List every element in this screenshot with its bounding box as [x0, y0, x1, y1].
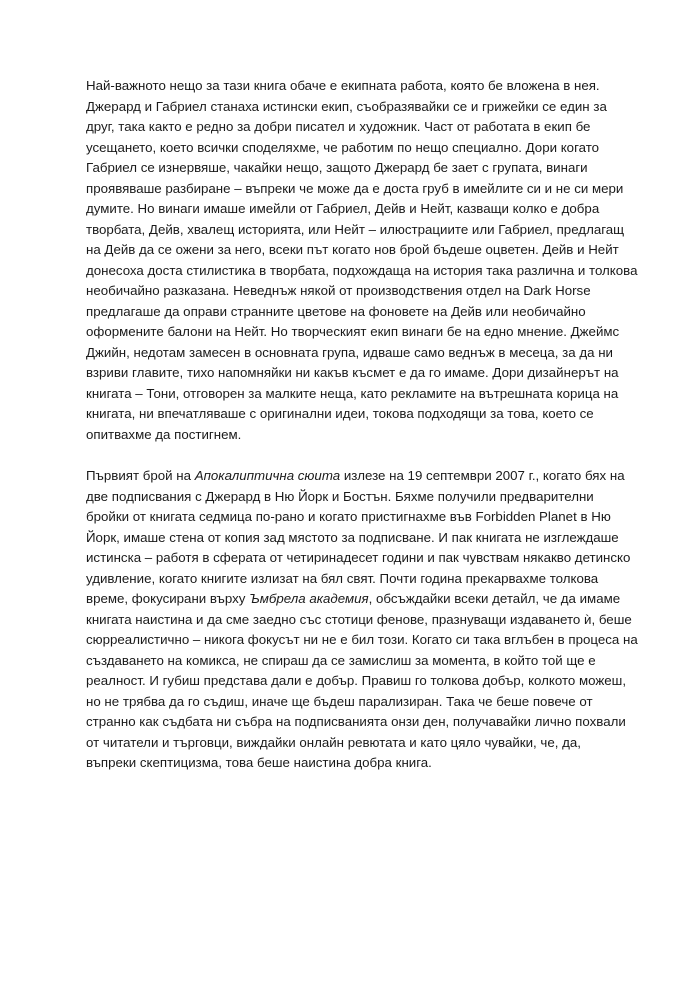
text-segment: Джийн, недотам замесен в основната група, идваше само веднъж в месеца, за да ни: [86, 344, 613, 360]
text-line: [86, 692, 628, 713]
text-segment: две подписвания с Джерард в Ню Йорк и Бостън. Бяхме получили предварителни: [86, 488, 594, 504]
text-segment: проявяваше разбиране – въпреки че може да е доста груб в имейлите си и не си мери: [86, 180, 624, 196]
text-segment: сюрреалистично – никога фокусът ни не е бил този. Когато си така вглъбен в процеса на: [86, 632, 638, 647]
text-line: [86, 97, 628, 118]
text-line: [86, 569, 628, 590]
text-segment: бройки от книгата седмица по-рано и когато пристигнахме във Forbidden Planet в Ню: [86, 509, 611, 524]
text-segment: реалност. И губиш представа дали е добър. Правиш го толкова добър, колкото можеш,: [86, 673, 627, 688]
text-segment: взриви главите, тихо напомняйки ни какъв късмет е да го имаме. Дори дизайнерът на: [86, 365, 619, 380]
text-segment: създаването на комикса, не спираш да се замислиш за момента, в който той ще е: [86, 652, 596, 668]
text-line: [86, 589, 628, 610]
text-segment: от читатели и търговци, виждайки онлайн ревютата и като цяло чувайки, че, да,: [86, 734, 581, 750]
text-line: [86, 753, 628, 774]
text-segment: Първият брой на: [86, 468, 195, 483]
text-line: [86, 487, 628, 508]
text-segment: книгата, ни впечатляваше с оригинални идеи, токова подходящи за това, което се: [86, 406, 594, 421]
text-line: [86, 507, 628, 528]
text-line: [86, 528, 628, 549]
text-segment: книгата наистина и да сме заедно със стотици фенове, празнуващи издаването ѝ, беше: [86, 611, 632, 627]
paragraph: [86, 466, 638, 774]
text-segment: необичайно разказана. Неведнъж някой от производствения отдел на Dark Horse: [86, 283, 591, 298]
text-line: [86, 199, 628, 220]
text-line: [86, 220, 628, 241]
text-line: [86, 261, 638, 282]
text-line: [86, 302, 628, 323]
text-line: [86, 425, 628, 446]
text-line: [86, 712, 628, 733]
text-segment: на Дейв да се ожени за него, всеки път когато нов брой бъдеше оцветен. Дейв и Нейт: [86, 242, 619, 257]
text-segment: опитвахме да постигнем.: [86, 426, 242, 442]
text-line: [86, 138, 628, 159]
text-segment: въпреки скептицизма, това беше наистина добра книга.: [86, 755, 432, 770]
text-segment: творбата, Дейв, хвалещ историята, или Нейт – илюстрациите или Габриел, предлагащ: [86, 221, 625, 237]
text-line: [86, 363, 628, 384]
text-line: [86, 733, 628, 754]
text-segment: Габриел се изнервяше, чакайки нещо, защото Джерард бе зает с групата, винаги: [86, 160, 588, 175]
document-body: [86, 76, 638, 795]
text-segment: Джерард и Габриел станаха истински екип, съобразявайки се и грижейки се един за: [86, 98, 607, 114]
text-line: [86, 671, 628, 692]
text-line: [86, 179, 628, 200]
text-segment: донесоха доста стилистика в творбата, подхождаща на история така различна и толкова: [86, 262, 638, 278]
text-segment: истинска – работя в сферата от четиринадесет години и пак чувствам някакво детинско: [86, 550, 631, 565]
text-line: [86, 322, 628, 343]
text-line: [86, 117, 628, 138]
text-segment: странно как съдбата ни събра на подписванията онзи ден, получавайки лично похвали: [86, 714, 626, 729]
text-segment: Най-важното нещо за тази книга обаче е екипната работа, която бе вложена в нея.: [86, 78, 600, 93]
text-line: [86, 343, 628, 364]
paragraph: [86, 76, 638, 445]
italic-title: Ъмбрела академия: [249, 591, 369, 606]
text-line: [86, 630, 638, 651]
text-segment: оформените балони на Нейт. Но творческият екип винаги бе на едно мнение. Джеймс: [86, 324, 620, 339]
text-segment: но не трябва да го съдиш, иначе ще бъдеш парализиран. Така че беше повече от: [86, 693, 593, 709]
text-line: [86, 240, 628, 261]
text-line: [86, 384, 628, 405]
text-segment: , обсъждайки всеки детайл, че да имаме: [368, 591, 621, 606]
text-segment: предлагаше да оправи странните цветове на фоновете на Дейв или необичайно: [86, 303, 586, 319]
text-segment: удивление, когато книгите излизат на бял свят. Почти година прекарвахме толкова: [86, 570, 599, 586]
text-segment: друг, така както е редно за добри писател и художник. Част от работата в екип бе: [86, 119, 591, 134]
text-line: [86, 76, 628, 97]
text-line: [86, 466, 628, 487]
text-segment: думите. Но винаги имаше имейли от Габриел, Дейв и Нейт, казващи колко е добра: [86, 201, 600, 216]
text-segment: време, фокусирани върху: [86, 591, 250, 606]
text-line: [86, 651, 628, 672]
text-segment: излезе на 19 септември 2007 г., когато бях на: [340, 468, 625, 483]
text-line: [86, 158, 628, 179]
italic-title: Апокалиптична сюита: [194, 468, 341, 483]
text-line: [86, 610, 632, 631]
text-line: [86, 404, 628, 425]
text-segment: Йорк, имаше стена от копия зад мястото за подписване. И пак книгата не изглеждаше: [86, 529, 619, 545]
text-line: [86, 548, 631, 569]
text-line: [86, 281, 628, 302]
text-segment: усещането, което всички споделяхме, че работим по нещо специално. Дори когато: [86, 139, 600, 155]
text-segment: книгата – Тони, отговорен за малките неща, като рекламите на вътрешната корица на: [86, 385, 619, 401]
